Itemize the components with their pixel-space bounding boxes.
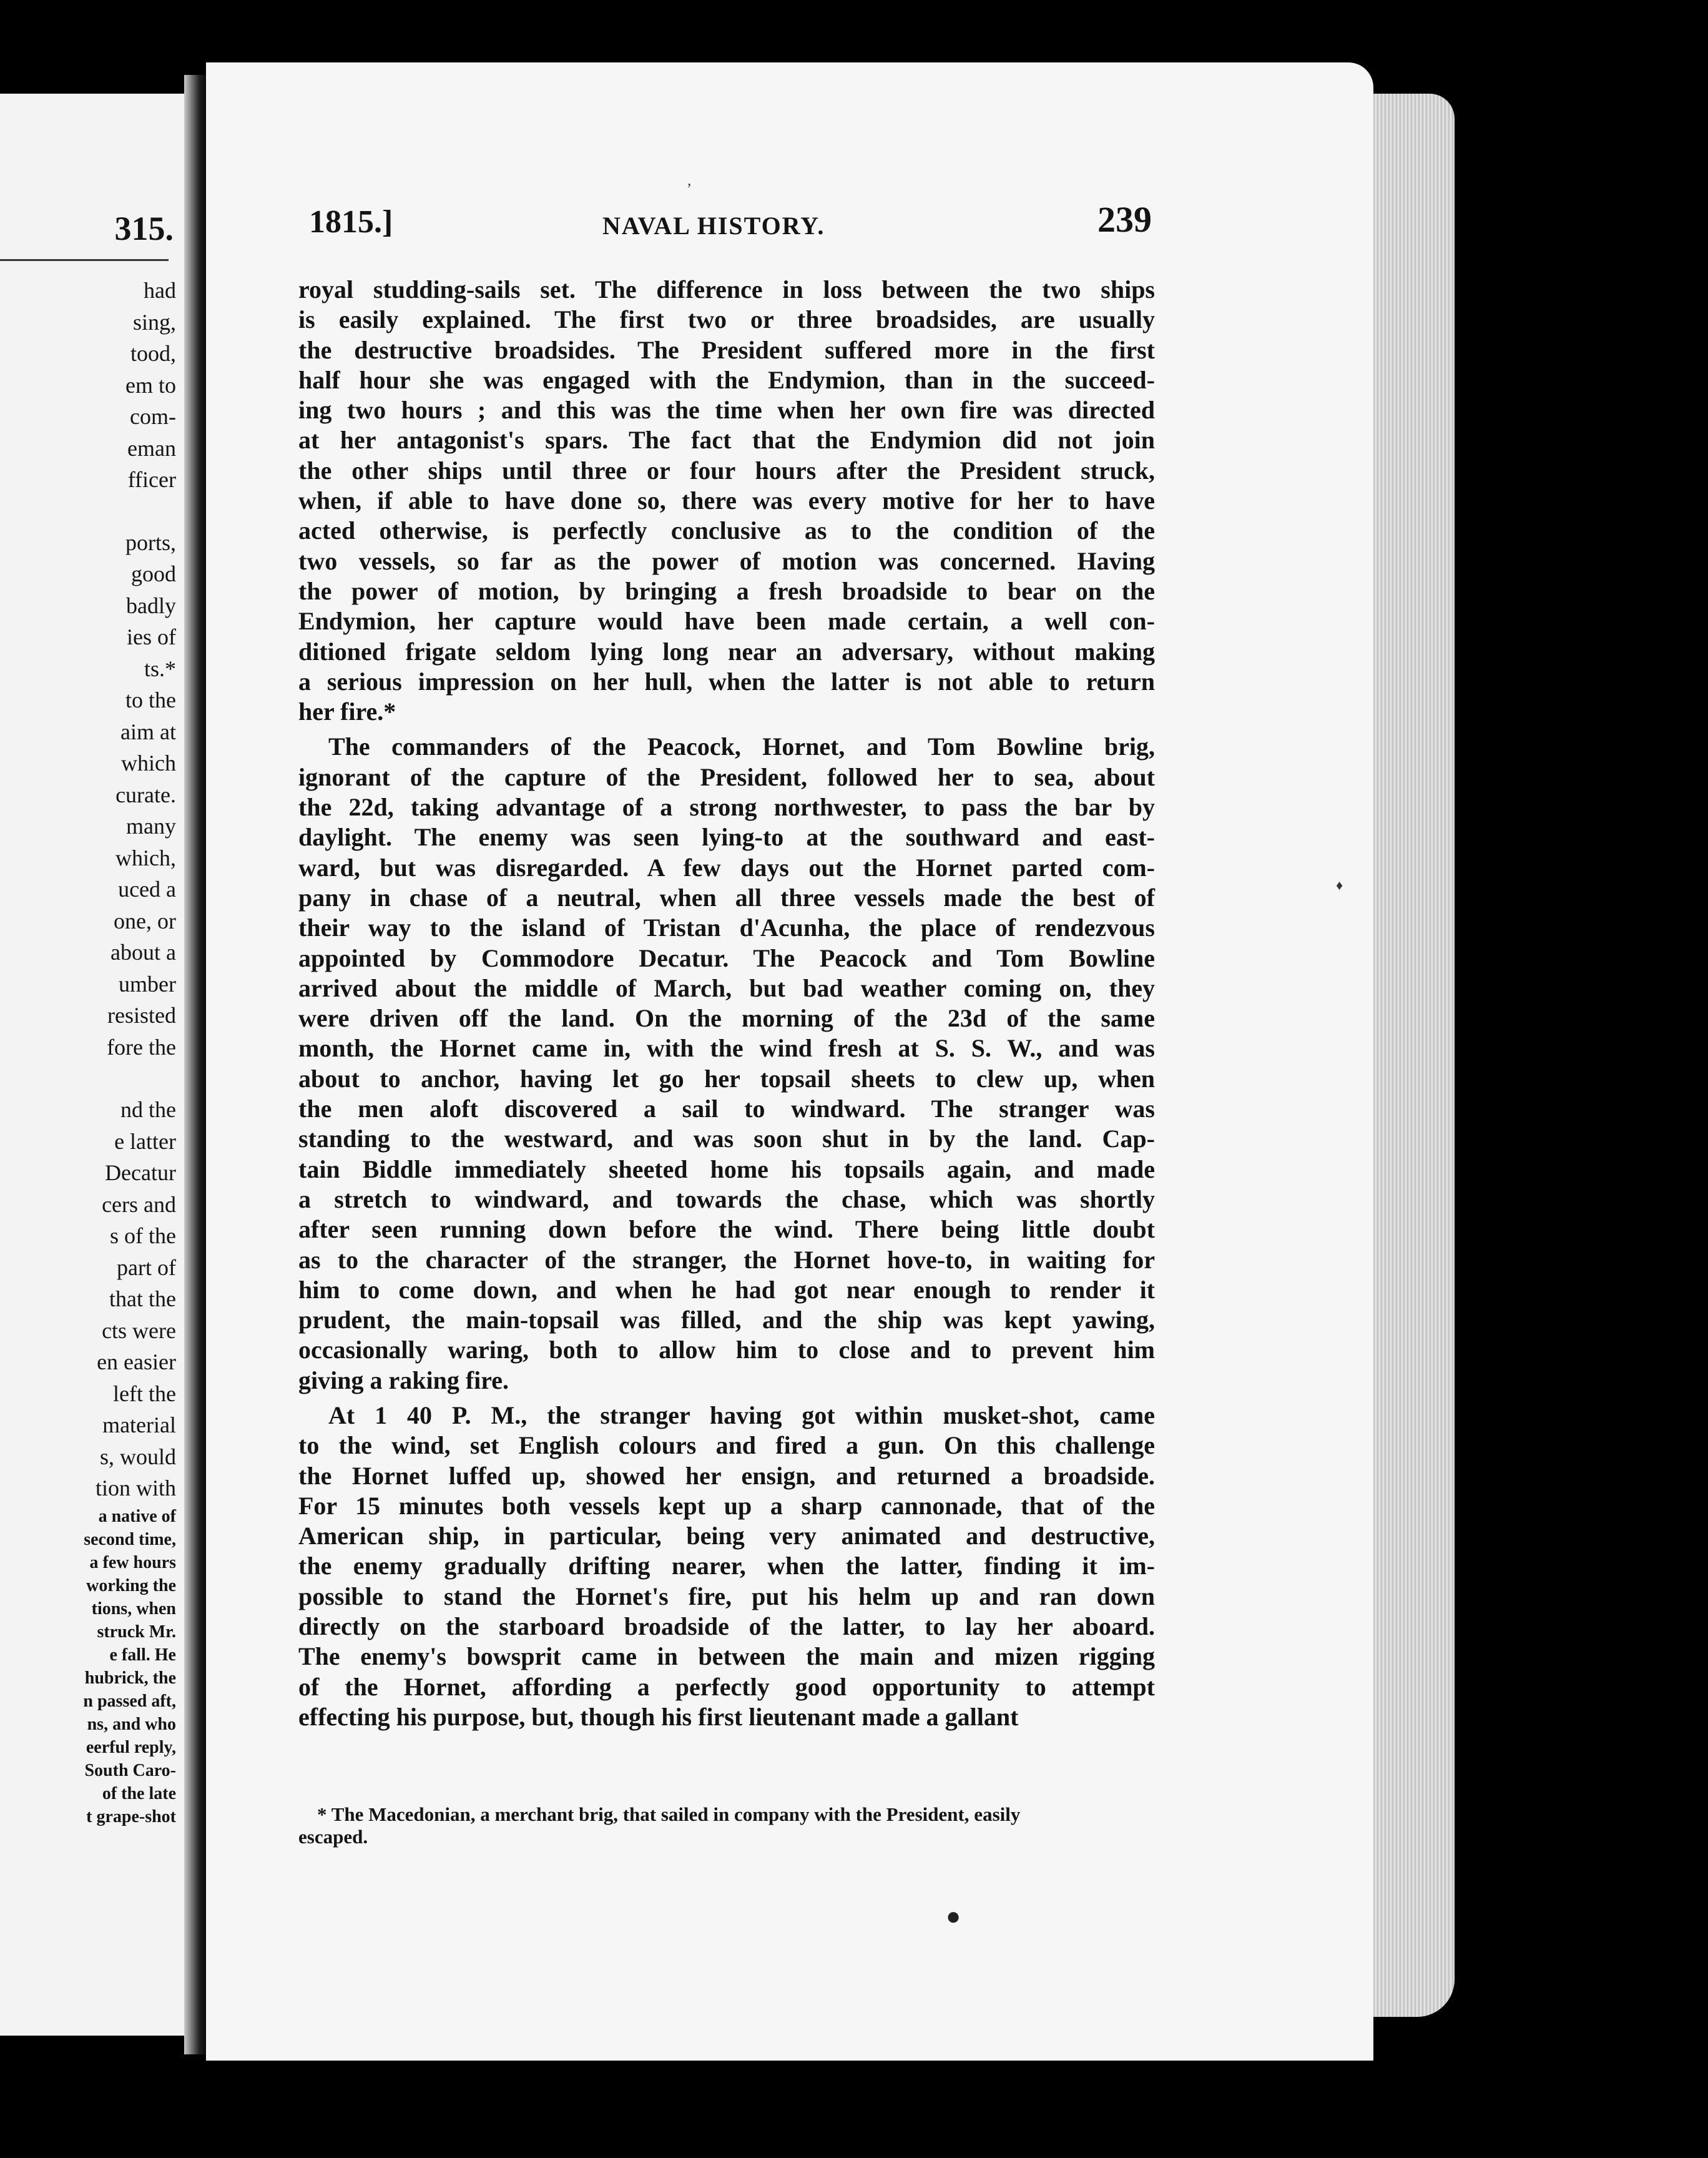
left-page-line: left the bbox=[113, 1381, 176, 1406]
text-line: is easily explained. The first two or three broadsides, are usually bbox=[298, 305, 1155, 334]
text-line: ward, but was disregarded. A few days out the Hornet parted com- bbox=[298, 853, 1155, 882]
text-line: to the wind, set English colours and fired a gun. On this challenge bbox=[298, 1431, 1155, 1460]
left-page-line: badly bbox=[126, 593, 176, 618]
paragraph-gap bbox=[298, 727, 1155, 732]
text-line: the 22d, taking advantage of a strong northwester, to pass the bar by bbox=[298, 793, 1155, 822]
text-line: occasionally waring, both to allow him to close and to prevent him bbox=[298, 1336, 1155, 1364]
text-line: The enemy's bowsprit came in between the main and mizen rigging bbox=[298, 1642, 1155, 1671]
left-footnote-line: a few hours bbox=[89, 1553, 176, 1572]
text-line: at her antagonist's spars. The fact that the Endymion did not join bbox=[298, 426, 1155, 455]
text-line: the other ships until three or four hours after the President struck, bbox=[298, 456, 1155, 485]
text-line: The commanders of the Peacock, Hornet, and Tom Bowline brig, bbox=[328, 732, 1155, 761]
left-page-line: curate. bbox=[115, 782, 176, 807]
left-page-line: umber bbox=[119, 971, 176, 997]
left-page-line: good bbox=[131, 561, 176, 586]
text-line: the men aloft discovered a sail to windward. The stranger was bbox=[298, 1095, 1155, 1123]
text-line: royal studding-sails set. The difference in loss between the two ships bbox=[298, 275, 1155, 303]
text-line: At 1 40 P. M., the stranger having got within musket-shot, came bbox=[328, 1401, 1155, 1429]
text-line: a stretch to windward, and towards the chase, which was shortly bbox=[298, 1185, 1155, 1213]
text-line: him to come down, and when he had got near enough to render it bbox=[298, 1275, 1155, 1304]
left-footnote-line: e fall. He bbox=[109, 1645, 176, 1665]
left-page-gap bbox=[96, 496, 176, 527]
left-page-line: one, or bbox=[114, 908, 176, 934]
paragraph bbox=[298, 1401, 1155, 1732]
left-page-line: fore the bbox=[107, 1034, 176, 1060]
text-line: two vessels, so far as the power of motion was concerned. Having bbox=[298, 546, 1155, 575]
scan-mark-margin: ♦ bbox=[1336, 877, 1343, 893]
left-page-line: ports, bbox=[125, 530, 176, 555]
text-line: For 15 minutes both vessels kept up a sharp cannonade, that of the bbox=[298, 1491, 1155, 1520]
left-page-line: aim at bbox=[120, 719, 176, 744]
left-footnote-line: of the late bbox=[102, 1784, 176, 1803]
text-line: appointed by Commodore Decatur. The Peacock and Tom Bowline bbox=[298, 944, 1155, 972]
left-page-line: which, bbox=[115, 845, 176, 870]
header-title: NAVAL HISTORY. bbox=[602, 212, 825, 240]
text-line: arrived about the middle of March, but bad weather coming on, they bbox=[298, 973, 1155, 1002]
text-line: a serious impression on her hull, when the latter is not able to return bbox=[298, 667, 1155, 696]
text-line: of the Hornet, affording a perfectly good opportunity to attempt bbox=[298, 1672, 1155, 1701]
text-line: as to the character of the stranger, the Hornet hove-to, in waiting for bbox=[298, 1245, 1155, 1274]
text-line: ing two hours ; and this was the time when her own fire was directed bbox=[298, 396, 1155, 425]
paragraph bbox=[298, 275, 1155, 727]
left-page-header-rule bbox=[0, 259, 169, 261]
header-year: 1815.] bbox=[309, 204, 393, 240]
left-page-line: Decatur bbox=[105, 1160, 176, 1185]
left-page-line: en easier bbox=[97, 1349, 176, 1374]
text-line: about to anchor, having let go her topsail sheets to clew up, when bbox=[298, 1064, 1155, 1093]
left-page-line: eman bbox=[127, 435, 176, 461]
left-footnote-line: second time, bbox=[84, 1530, 176, 1549]
footnote-line: * The Macedonian, a merchant brig, that sailed in company with the President, easily bbox=[317, 1803, 1021, 1825]
text-line: the enemy gradually drifting nearer, when the latter, finding it im- bbox=[298, 1552, 1155, 1580]
scan-mark-top: ’ bbox=[687, 181, 692, 197]
left-footnote-line: hubrick, the bbox=[84, 1668, 176, 1688]
text-line: directly on the starboard broadside of the latter, to lay her aboard. bbox=[298, 1612, 1155, 1641]
text-line: ignorant of the capture of the President, followed her to sea, about bbox=[298, 762, 1155, 791]
left-page-line: tood, bbox=[130, 341, 176, 366]
left-page-line: sing, bbox=[132, 309, 176, 335]
text-line: American ship, in particular, being very animated and destructive, bbox=[298, 1522, 1155, 1550]
text-line: were driven off the land. On the morning of the 23d of the same bbox=[298, 1004, 1155, 1033]
left-page-line: cers and bbox=[102, 1191, 176, 1217]
left-footnote-line: working the bbox=[86, 1576, 176, 1595]
left-page-line: had bbox=[144, 278, 176, 303]
left-facing-page bbox=[0, 94, 187, 2036]
book-gutter bbox=[184, 75, 209, 2054]
scan-mark-bottom: ● bbox=[946, 1902, 961, 1930]
left-page-line: nd the bbox=[120, 1097, 176, 1122]
text-line: Endymion, her capture would have been made certain, a well con- bbox=[298, 607, 1155, 636]
text-line: the destructive broadsides. The President suffered more in the first bbox=[298, 335, 1155, 364]
left-page-line: em to bbox=[125, 372, 176, 398]
text-line: tain Biddle immediately sheeted home his topsails again, and made bbox=[298, 1155, 1155, 1183]
left-page-line: to the bbox=[125, 687, 176, 712]
left-footnote-line: struck Mr. bbox=[97, 1622, 176, 1642]
left-page-line: about a bbox=[110, 940, 176, 965]
left-page-line: e latter bbox=[114, 1128, 176, 1154]
text-line: daylight. The enemy was seen lying-to at the southward and east- bbox=[298, 823, 1155, 852]
running-header bbox=[309, 199, 1152, 249]
left-footnote-line: ns, and who bbox=[87, 1715, 176, 1734]
text-line: prudent, the main-topsail was filled, and the ship was kept yawing, bbox=[298, 1306, 1155, 1334]
left-page-header: 315. bbox=[114, 210, 174, 247]
text-line: after seen running down before the wind. There being little doubt bbox=[298, 1215, 1155, 1244]
text-line: ditioned frigate seldom lying long near an adversary, without making bbox=[298, 637, 1155, 666]
body-text bbox=[298, 275, 1155, 1732]
left-page-line: uced a bbox=[118, 877, 176, 902]
left-page-line: cts were bbox=[102, 1318, 176, 1343]
left-page-line: ts.* bbox=[144, 656, 176, 681]
left-footnote-line: South Caro- bbox=[84, 1761, 176, 1780]
left-page-line: part of bbox=[117, 1254, 176, 1280]
footnote-line: escaped. bbox=[298, 1826, 368, 1848]
text-line: her fire.* bbox=[298, 697, 396, 726]
paragraph bbox=[298, 732, 1155, 1396]
left-page-text bbox=[96, 275, 176, 1504]
left-page-line: which bbox=[121, 751, 176, 776]
text-line: when, if able to have done so, there was every motive for her to have bbox=[298, 486, 1155, 515]
text-line: possible to stand the Hornet's fire, put his helm up and ran down bbox=[298, 1582, 1155, 1610]
text-line: giving a raking fire. bbox=[298, 1366, 509, 1394]
text-line: the Hornet luffed up, showed her ensign, and returned a broadside. bbox=[298, 1461, 1155, 1490]
text-line: their way to the island of Tristan d'Acunha, the place of rendezvous bbox=[298, 914, 1155, 942]
text-line: the power of motion, by bringing a fresh broadside to bear on the bbox=[298, 576, 1155, 605]
text-line: effecting his purpose, but, though his first lieutenant made a gallant bbox=[298, 1702, 1019, 1731]
text-line: month, the Hornet came in, with the wind fresh at S. S. W., and was bbox=[298, 1034, 1155, 1063]
left-page-line: that the bbox=[109, 1286, 176, 1311]
left-page-gap bbox=[96, 1063, 176, 1094]
text-line: standing to the westward, and was soon shut in by the land. Cap- bbox=[298, 1125, 1155, 1153]
page-edge-stack bbox=[1361, 94, 1455, 2017]
left-page-line: s, would bbox=[99, 1444, 176, 1469]
text-line: acted otherwise, is perfectly conclusive as to the condition of the bbox=[298, 516, 1155, 545]
left-page-footnote bbox=[83, 1505, 176, 1828]
left-page-line: s of the bbox=[110, 1223, 176, 1248]
left-footnote-line: t grape-shot bbox=[86, 1807, 176, 1826]
paragraph-gap bbox=[298, 1396, 1155, 1401]
page-number: 239 bbox=[1097, 199, 1152, 240]
left-page-line: resisted bbox=[107, 1003, 176, 1028]
left-page-line: fficer bbox=[127, 467, 176, 492]
left-footnote-line: tions, when bbox=[91, 1599, 176, 1618]
footnote bbox=[298, 1803, 1155, 1848]
left-footnote-line: a native of bbox=[98, 1507, 176, 1526]
left-footnote-line: n passed aft, bbox=[83, 1692, 176, 1711]
left-page-line: ies of bbox=[127, 624, 176, 649]
text-line: half hour she was engaged with the Endymion, than in the succeed- bbox=[298, 365, 1155, 394]
left-page-line: material bbox=[102, 1412, 176, 1437]
left-footnote-line: eerful reply, bbox=[86, 1738, 176, 1757]
left-page-line: com- bbox=[130, 404, 176, 429]
text-line: pany in chase of a neutral, when all three vessels made the best of bbox=[298, 883, 1155, 912]
left-page-line: many bbox=[126, 814, 176, 839]
left-page-line: tion with bbox=[95, 1476, 176, 1500]
